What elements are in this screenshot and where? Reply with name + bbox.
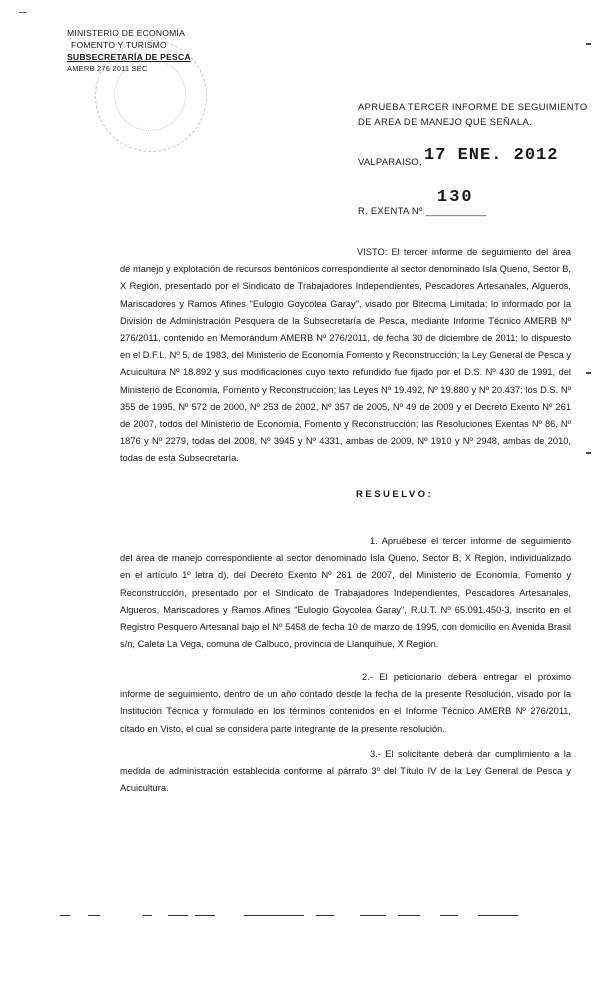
document-title bbox=[358, 99, 588, 129]
article-3: 3.- El solicitante deberá dar cumplimiento a la medida de administración establecida conforme al párrafo 3º del Título IV de la Ley General de Pesca y Acuicultura. bbox=[120, 749, 571, 794]
footer-rule bbox=[244, 915, 304, 916]
resolution-number: 130 bbox=[437, 188, 474, 207]
footer-rule bbox=[60, 915, 70, 916]
memo-reference: AMERB 276 2011 SEC bbox=[67, 64, 148, 73]
ministry-header bbox=[67, 27, 191, 75]
ministry-sub: FOMENTO Y TURISMO bbox=[71, 40, 167, 50]
article-1: 1. Apruébese el tercer informe de seguimiento del área de manejo correspondiente al sector denominado Isla Queno, Sector B, X Región, individualizado en el artículo 1º letra d), del Decreto Exento Nº 261 de 2007, del Ministerio de Economía, Fomento y Reconstrucción, presentado por el Sindicato de Trabajadores Independientes, Pescadores Artesanales, Algueros, Mariscadores y Ramos Afines "Eulogio Goycolea Garay", R.U.T. Nº 65.091.450-3, inscrito en el Registro Pesquero Artesanal bajo el Nº 5458 de fecha 10 de marzo de 1995, con domicilio en Avenida Brasil s/n, Caleta La Vega, comuna de Calbuco, provincia de Llanquihue, X Región. bbox=[120, 536, 571, 650]
margin-tick bbox=[586, 452, 591, 454]
footer-rule bbox=[360, 915, 386, 916]
date-label: VALPARAISO, bbox=[358, 156, 422, 167]
footer-rule bbox=[398, 915, 420, 916]
title-line-1: APRUEBA TERCER INFORME DE SEGUIMIENTO bbox=[358, 101, 588, 112]
margin-tick bbox=[586, 372, 591, 374]
subsecretaria-name: SUBSECRETARÍA DE PESCA bbox=[67, 52, 191, 62]
scan-corner-mark bbox=[19, 12, 27, 13]
footer-rule bbox=[195, 915, 215, 916]
footer-rule bbox=[143, 915, 152, 916]
date-stamp: 17 ENE. 2012 bbox=[424, 146, 559, 165]
title-line-2: DE AREA DE MANEJO QUE SEÑALA. bbox=[358, 116, 533, 127]
resolution-label: R. EXENTA Nº ___________ bbox=[358, 205, 487, 216]
article-2: 2.- El peticionario deberá entregar el próximo informe de seguimiento, dentro de un año contado desde la fecha de la presente Resolución, visado por la Institución Técnica y formulado en los términos contenidos en el Informe Técnico AMERB Nº 276/2011, citado en Visto, el cual se considera parte integrante de la presente resolución. bbox=[120, 672, 571, 734]
footer-rule bbox=[168, 915, 188, 916]
footer-rule bbox=[316, 915, 334, 916]
footer-rule bbox=[88, 915, 100, 916]
footer-rule bbox=[478, 915, 518, 916]
margin-tick bbox=[586, 43, 591, 45]
footer-rule bbox=[440, 915, 458, 916]
resuelvo-heading: RESUELVO: bbox=[356, 489, 434, 500]
ministry-name: MINISTERIO DE ECONOMÍA bbox=[67, 28, 186, 38]
visto-paragraph: VISTO: El tercer informe de seguimiento del área de manejo y explotación de recursos bentónicos correspondiente al sector denominado Isla Queno, Sector B, X Región, presentado por el Sindicato de Trabajadores Independientes, Pescadores Artesanales, Algueros, Mariscadores y Ramos Afines "Eulogio Goycolea Garay", visado por Bitecma Limitada; lo informado por la División de Administración Pesquera de la Subsecretaría de Pesca, mediante Informe Técnico AMERB Nº 276/2011, contenido en Memorándum AMERB Nº 276/2011, de fecha 30 de diciembre de 2011; lo dispuesto en el D.F.L. Nº 5, de 1983, del Ministerio de Economía Fomento y Reconstrucción; la Ley General de Pesca y Acuicultura Nº 18.892 y sus modificaciones cuyo texto refundido fue fijado por el D.S. Nº 430 de 1991, del Ministerio de Economía, Fomento y Reconstrucción; las Leyes Nº 19.492, Nº 19.880 y Nº 20.437; los D.S. Nº 355 de 1995, Nº 572 de 2000, Nº 253 de 2002, Nº 357 de 2005, Nº 49 de 2009 y el Decreto Exento Nº 261 de 2007, todos del Ministerio de Economía, Fomento y Reconstrucción; las Resoluciones Exentas Nº 86, Nº 1876 y Nº 2279, todas del 2008, Nº 3945 y Nº 4331, ambas de 2009, Nº 1910 y Nº 2948, ambas de 2010, todas de esta Subsecretaría. bbox=[120, 247, 571, 464]
